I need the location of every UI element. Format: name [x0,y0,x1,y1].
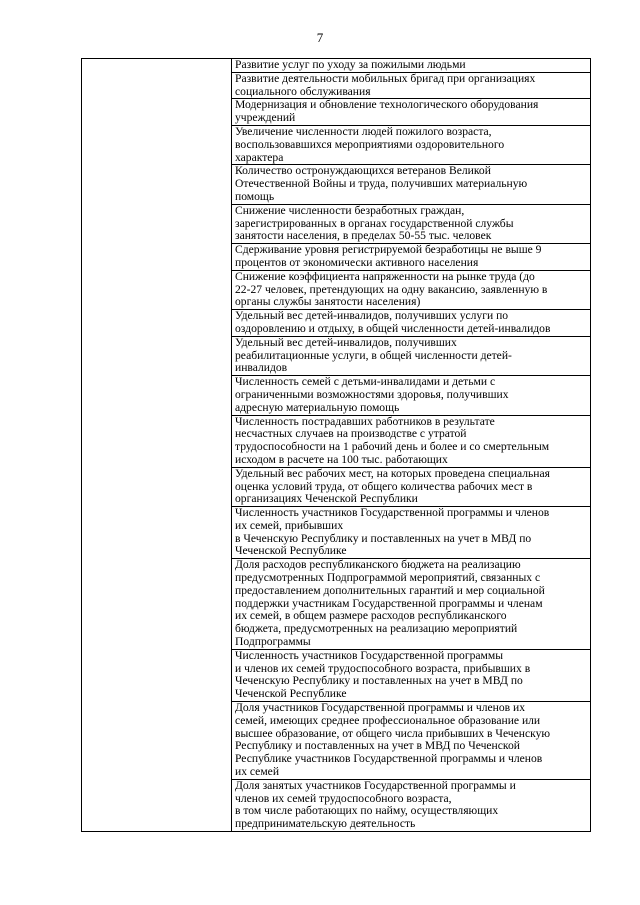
indicators-table [81,58,591,832]
indicator-cell: Численность пострадавших работников в результате несчастных случаев на производстве с утратой трудоспособности на 1 рабочий день и более и со смертельным исходом в расчете на 100 тыс. работающих [232,415,591,467]
page-number: 7 [316,30,324,45]
indicator-cell: Численность семей с детьми-инвалидами и детьми с ограниченными возможностями здоровья, получивших адресную материальную помощь [232,376,591,415]
indicator-cell: Доля участников Государственной программы и членов их семей, имеющих среднее профессиональное образование или высшее образование, от общего числа прибывших в Чеченскую Республику и поставленных на учет в МВД по Чеченской Республике участников Государственной программы и членов их семей [232,702,591,780]
indicator-cell: Увеличение численности людей пожилого возраста, воспользовавшихся мероприятиями оздоровительного характера [232,125,591,164]
indicator-cell: Численность участников Государственной программы и членов их семей, прибывших в Чеченскую Республику и поставленных на учет в МВД по Чеченской Республике [232,507,591,559]
left-column-cell [82,59,232,832]
indicator-cell: Сдерживание уровня регистрируемой безработицы не выше 9 процентов от экономически активного населения [232,244,591,271]
indicator-cell: Удельный вес детей-инвалидов, получивших услуги по оздоровлению и отдыху, в общей численности детей-инвалидов [232,310,591,337]
indicators-table-body [82,59,591,832]
indicator-cell: Модернизация и обновление технологического оборудования учреждений [232,99,591,126]
indicator-cell: Доля расходов республиканского бюджета на реализацию предусмотренных Подпрограммой мероприятий, связанных с предоставлением дополнительных гарантий и мер социальной поддержки участникам Государственной программы и членам их семей, в общем размере расходов республиканского бюджета, предусмотренных на реализацию мероприятий Подпрограммы [232,559,591,650]
indicator-cell: Развитие услуг по уходу за пожилыми людьми [232,59,591,73]
indicator-cell: Численность участников Государственной программы и членов их семей трудоспособного возраста, прибывших в Чеченскую Республику и поставленных на учет в МВД по Чеченской Республике [232,649,591,701]
indicator-cell: Удельный вес детей-инвалидов, получивших реабилитационные услуги, в общей численности детей- инвалидов [232,336,591,375]
table-row [82,59,591,73]
indicator-cell: Доля занятых участников Государственной программы и членов их семей трудоспособного возраста, в том числе работающих по найму, осуществляющих предпринимательскую деятельность [232,779,591,831]
indicator-cell: Снижение коэффициента напряженности на рынке труда (до 22-27 человек, претендующих на одну вакансию, заявленную в органы службы занятости населения) [232,270,591,309]
indicator-cell: Развитие деятельности мобильных бригад при организациях социального обслуживания [232,72,591,99]
indicator-cell: Количество остронуждающихся ветеранов Великой Отечественной Войны и труда, получивших материальную помощь [232,165,591,204]
indicator-cell: Удельный вес рабочих мест, на которых проведена специальная оценка условий труда, от общего количества рабочих мест в организациях Чеченской Республики [232,467,591,506]
indicator-cell: Снижение численности безработных граждан, зарегистрированных в органах государственной службы занятости населения, в пределах 50-55 тыс. человек [232,204,591,243]
